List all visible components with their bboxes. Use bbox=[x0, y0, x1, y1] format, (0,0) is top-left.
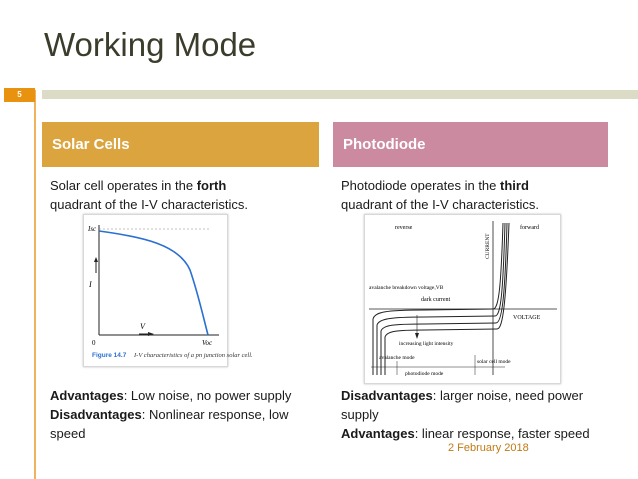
dark-current-label: dark current bbox=[421, 297, 451, 303]
slide-title: Working Mode bbox=[44, 26, 257, 63]
v-axis-label: V bbox=[140, 322, 145, 331]
photodiode-adv-text: : linear response, faster speed bbox=[414, 426, 590, 441]
solar-cell-mode-label: solar cell mode bbox=[477, 359, 511, 365]
photodiode-iv-figure bbox=[364, 214, 561, 384]
light-intensity-label: increasing light intensity bbox=[399, 341, 454, 347]
reverse-label: reverse bbox=[395, 225, 413, 231]
solar-cells-header: Solar Cells bbox=[42, 122, 319, 167]
forward-label: forward bbox=[520, 225, 539, 231]
origin-label: 0 bbox=[92, 339, 96, 347]
solar-dis-text: : Nonlinear response, low speed bbox=[50, 407, 289, 441]
photodiode-description bbox=[341, 176, 606, 214]
solar-description bbox=[50, 176, 315, 214]
photodiode-header: Photodiode bbox=[333, 122, 608, 167]
current-axis-label: CURRENT bbox=[485, 233, 491, 259]
solar-iv-figure bbox=[83, 214, 253, 367]
slide-date: 2 February 2018 bbox=[448, 442, 529, 454]
slide-number: 5 bbox=[4, 88, 35, 102]
solar-adv-text: : Low noise, no power supply bbox=[123, 388, 292, 403]
left-accent-bar bbox=[34, 90, 36, 479]
photodiode-adv-label: Advantages bbox=[341, 426, 415, 441]
photodiode-dis-text: : larger noise, need power supply bbox=[341, 388, 584, 422]
photodiode-desc-pre: Photodiode operates in the bbox=[341, 178, 501, 193]
voltage-axis-label: VOLTAGE bbox=[513, 315, 541, 321]
solar-adv-label: Advantages bbox=[50, 388, 124, 403]
voc-label: Voc bbox=[202, 339, 213, 347]
solar-desc-post: quadrant of the I-V characteristics. bbox=[50, 197, 248, 212]
isc-label: Isc bbox=[88, 225, 97, 233]
solar-pros-cons bbox=[50, 386, 320, 443]
breakdown-label: avalanche breakdown voltage,VB bbox=[369, 285, 444, 291]
photodiode-desc-post: quadrant of the I-V characteristics. bbox=[341, 197, 539, 212]
solar-dis-label: Disadvantages bbox=[50, 407, 142, 422]
figure-caption-text: I-V characteristics of a pn junction solar cell. bbox=[134, 352, 253, 359]
photodiode-mode-label: photodiode mode bbox=[405, 371, 444, 377]
solar-desc-pre: Solar cell operates in the bbox=[50, 178, 197, 193]
title-rule bbox=[42, 90, 638, 99]
avalanche-mode-label: avalanche mode bbox=[379, 355, 415, 361]
i-axis-label: I bbox=[89, 280, 92, 289]
figure-caption-prefix: Figure 14.7 bbox=[92, 352, 127, 359]
photodiode-desc-bold: third bbox=[500, 178, 529, 193]
solar-desc-bold: forth bbox=[196, 178, 227, 193]
photodiode-pros-cons bbox=[341, 386, 613, 443]
photodiode-dis-label: Disadvantages bbox=[341, 388, 433, 403]
